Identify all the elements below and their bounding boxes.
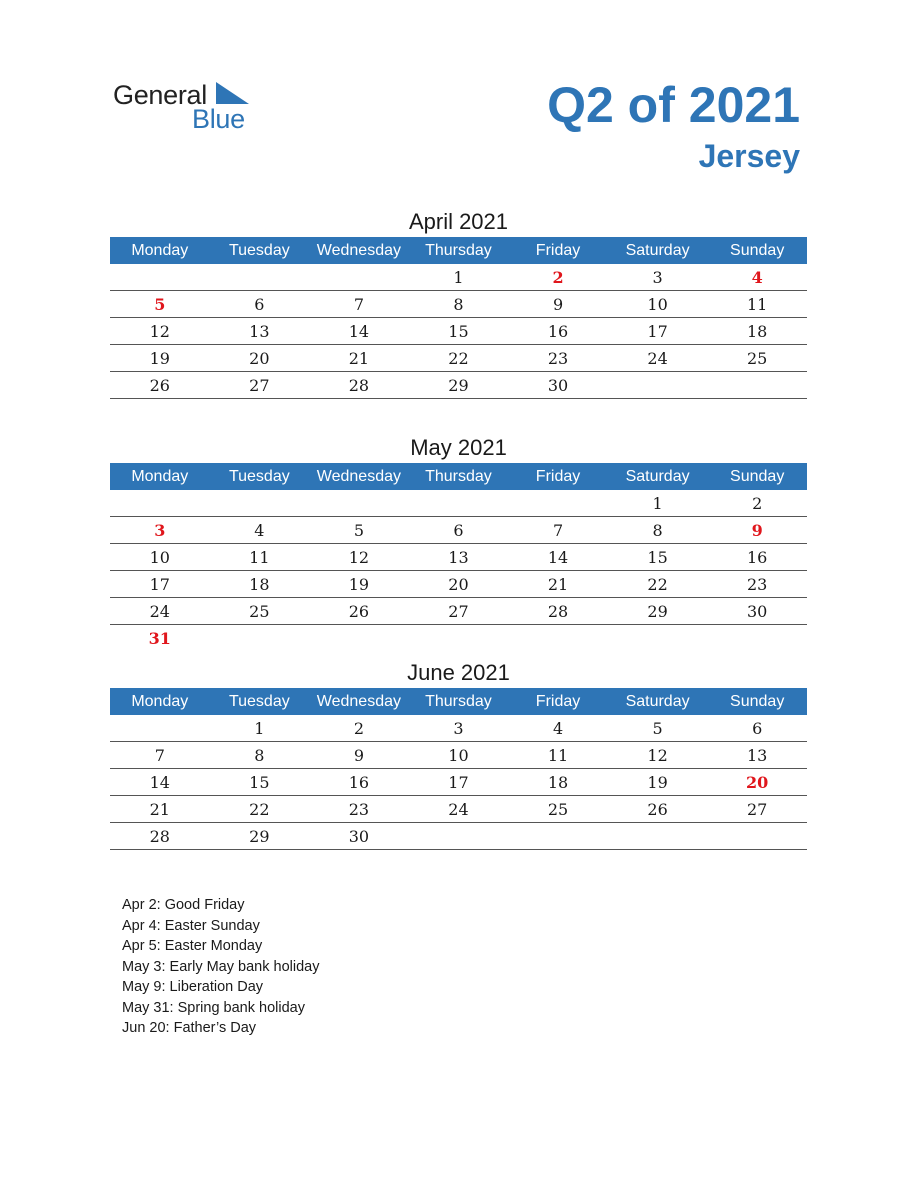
day-cell: 24 <box>110 598 210 625</box>
day-cell: 23 <box>707 571 807 598</box>
day-cell: 12 <box>608 742 708 769</box>
day-cell: 1 <box>608 490 708 517</box>
day-cell: 10 <box>409 742 509 769</box>
day-cell: 25 <box>508 796 608 823</box>
day-cell: 12 <box>309 544 409 571</box>
holiday-day-cell: 4 <box>707 264 807 291</box>
day-cell: 4 <box>210 517 310 544</box>
holiday-list-item: Apr 5: Easter Monday <box>122 938 263 954</box>
empty-day-cell <box>508 490 608 517</box>
day-cell: 26 <box>309 598 409 625</box>
empty-day-cell <box>409 625 509 652</box>
calendar-grid <box>110 237 807 399</box>
page-title: Q2 of 2021 <box>547 77 800 133</box>
empty-day-cell <box>309 490 409 517</box>
empty-day-cell <box>110 264 210 291</box>
day-cell: 13 <box>707 742 807 769</box>
day-cell: 27 <box>210 372 310 399</box>
day-cell: 5 <box>309 517 409 544</box>
day-cell: 15 <box>409 318 509 345</box>
day-cell: 14 <box>309 318 409 345</box>
day-cell: 16 <box>309 769 409 796</box>
day-cell: 9 <box>309 742 409 769</box>
day-cell: 14 <box>110 769 210 796</box>
empty-day-cell <box>608 823 708 850</box>
day-cell: 11 <box>210 544 310 571</box>
day-cell: 7 <box>110 742 210 769</box>
month-title: May 2021 <box>410 435 507 460</box>
empty-day-cell <box>608 372 708 399</box>
day-cell: 28 <box>309 372 409 399</box>
weekday-header: Monday <box>110 237 210 264</box>
day-cell: 17 <box>409 769 509 796</box>
empty-day-cell <box>707 372 807 399</box>
month-title: April 2021 <box>408 209 509 234</box>
day-cell: 23 <box>508 345 608 372</box>
weekday-header: Tuesday <box>210 463 310 490</box>
holiday-list-item: Jun 20: Father’s Day <box>122 1020 257 1036</box>
week-row <box>110 769 807 796</box>
empty-day-cell <box>707 625 807 652</box>
weekday-header: Saturday <box>608 688 708 715</box>
weekday-header: Friday <box>508 688 608 715</box>
month-april <box>110 206 807 399</box>
week-row <box>110 625 807 652</box>
day-cell: 9 <box>508 291 608 318</box>
day-cell: 25 <box>707 345 807 372</box>
empty-day-cell <box>210 625 310 652</box>
week-row <box>110 715 807 742</box>
day-cell: 30 <box>707 598 807 625</box>
holiday-day-cell: 31 <box>148 628 171 648</box>
week-row <box>110 742 807 769</box>
weekday-header: Saturday <box>608 463 708 490</box>
weekday-header: Saturday <box>608 237 708 264</box>
day-cell: 6 <box>707 715 807 742</box>
day-cell: 21 <box>309 345 409 372</box>
month-may <box>110 432 807 651</box>
weekday-header: Tuesday <box>210 688 310 715</box>
day-cell: 29 <box>210 823 310 850</box>
day-cell: 19 <box>110 345 210 372</box>
week-row <box>110 318 807 345</box>
empty-day-cell <box>508 625 608 652</box>
day-cell: 22 <box>608 571 708 598</box>
day-cell: 21 <box>508 571 608 598</box>
day-cell: 18 <box>508 769 608 796</box>
day-cell: 8 <box>409 291 509 318</box>
week-row <box>110 372 807 399</box>
weekday-header: Monday <box>110 688 210 715</box>
holiday-list-item: May 9: Liberation Day <box>122 979 264 995</box>
holiday-list-item: May 31: Spring bank holiday <box>122 999 305 1016</box>
day-cell: 11 <box>508 742 608 769</box>
day-cell: 27 <box>707 796 807 823</box>
day-cell: 20 <box>409 571 509 598</box>
day-cell: 26 <box>608 796 708 823</box>
logo-word-blue: Blue <box>192 104 245 134</box>
weekday-header: Wednesday <box>309 463 409 490</box>
week-row <box>110 490 807 517</box>
day-cell: 28 <box>508 598 608 625</box>
day-cell: 17 <box>110 571 210 598</box>
logo-word-general: General <box>113 80 207 110</box>
week-row <box>110 345 807 372</box>
empty-day-cell <box>210 264 310 291</box>
day-cell: 29 <box>608 598 708 625</box>
holiday-list <box>122 895 319 1039</box>
day-cell: 25 <box>210 598 310 625</box>
week-row <box>110 823 807 850</box>
empty-day-cell <box>608 625 708 652</box>
day-cell: 27 <box>409 598 509 625</box>
weekday-header: Wednesday <box>309 688 409 715</box>
calendar-grid <box>110 688 807 850</box>
empty-day-cell <box>110 715 210 742</box>
day-cell: 18 <box>210 571 310 598</box>
weekday-header-row <box>110 463 807 490</box>
holiday-day-cell: 5 <box>110 291 210 318</box>
logo <box>113 80 263 134</box>
day-cell: 18 <box>707 318 807 345</box>
month-june <box>110 657 807 850</box>
weekday-header: Thursday <box>409 463 509 490</box>
day-cell: 2 <box>309 715 409 742</box>
triangle-flag-icon <box>216 82 249 104</box>
empty-day-cell <box>309 264 409 291</box>
day-cell: 6 <box>210 291 310 318</box>
weekday-header: Sunday <box>707 463 807 490</box>
day-cell: 19 <box>608 769 708 796</box>
weekday-header: Tuesday <box>210 237 310 264</box>
day-cell: 5 <box>608 715 708 742</box>
holiday-day-cell: 9 <box>707 517 807 544</box>
day-cell: 29 <box>409 372 509 399</box>
empty-day-cell <box>309 625 409 652</box>
day-cell: 30 <box>309 823 409 850</box>
day-cell: 13 <box>210 318 310 345</box>
country-title: Jersey <box>698 138 800 174</box>
week-row <box>110 571 807 598</box>
month-title: June 2021 <box>407 660 510 685</box>
weekday-header: Monday <box>110 463 210 490</box>
holiday-day-cell: 20 <box>707 769 807 796</box>
day-cell: 7 <box>309 291 409 318</box>
holiday-list-item: Apr 4: Easter Sunday <box>122 917 260 934</box>
day-cell: 21 <box>110 796 210 823</box>
day-cell: 12 <box>110 318 210 345</box>
holiday-list-item: May 3: Early May bank holiday <box>122 958 320 975</box>
day-cell: 3 <box>409 715 509 742</box>
day-cell: 24 <box>608 345 708 372</box>
day-cell: 8 <box>210 742 310 769</box>
week-row <box>110 796 807 823</box>
day-cell: 22 <box>210 796 310 823</box>
week-row <box>110 544 807 571</box>
empty-day-cell <box>508 823 608 850</box>
day-cell: 15 <box>608 544 708 571</box>
week-row <box>110 291 807 318</box>
day-cell: 16 <box>508 318 608 345</box>
day-cell: 11 <box>707 291 807 318</box>
day-cell: 2 <box>707 490 807 517</box>
day-cell: 24 <box>409 796 509 823</box>
day-cell: 26 <box>110 372 210 399</box>
empty-day-cell <box>110 490 210 517</box>
day-cell: 6 <box>409 517 509 544</box>
calendar-grid <box>110 463 807 651</box>
day-cell: 1 <box>409 264 509 291</box>
day-cell: 19 <box>309 571 409 598</box>
holiday-list-item: Apr 2: Good Friday <box>122 897 245 913</box>
holiday-day-cell: 2 <box>508 264 608 291</box>
week-row <box>110 517 807 544</box>
day-cell: 3 <box>608 264 708 291</box>
day-cell: 22 <box>409 345 509 372</box>
day-cell: 7 <box>508 517 608 544</box>
day-cell: 10 <box>608 291 708 318</box>
day-cell: 20 <box>210 345 310 372</box>
day-cell: 4 <box>508 715 608 742</box>
weekday-header: Friday <box>508 237 608 264</box>
day-cell: 16 <box>707 544 807 571</box>
day-cell: 1 <box>210 715 310 742</box>
week-row <box>110 264 807 291</box>
weekday-header: Sunday <box>707 237 807 264</box>
weekday-header: Sunday <box>707 688 807 715</box>
empty-day-cell <box>409 823 509 850</box>
day-cell: 10 <box>110 544 210 571</box>
holiday-day-cell: 3 <box>110 517 210 544</box>
empty-day-cell <box>210 490 310 517</box>
weekday-header: Thursday <box>409 688 509 715</box>
empty-day-cell <box>409 490 509 517</box>
day-cell: 13 <box>409 544 509 571</box>
day-cell: 28 <box>110 823 210 850</box>
week-row <box>110 598 807 625</box>
day-cell: 14 <box>508 544 608 571</box>
day-cell: 8 <box>608 517 708 544</box>
day-cell: 30 <box>508 372 608 399</box>
weekday-header: Wednesday <box>309 237 409 264</box>
weekday-header-row <box>110 237 807 264</box>
day-cell: 15 <box>210 769 310 796</box>
day-cell: 23 <box>309 796 409 823</box>
empty-day-cell <box>707 823 807 850</box>
day-cell: 17 <box>608 318 708 345</box>
weekday-header: Friday <box>508 463 608 490</box>
weekday-header: Thursday <box>409 237 509 264</box>
weekday-header-row <box>110 688 807 715</box>
